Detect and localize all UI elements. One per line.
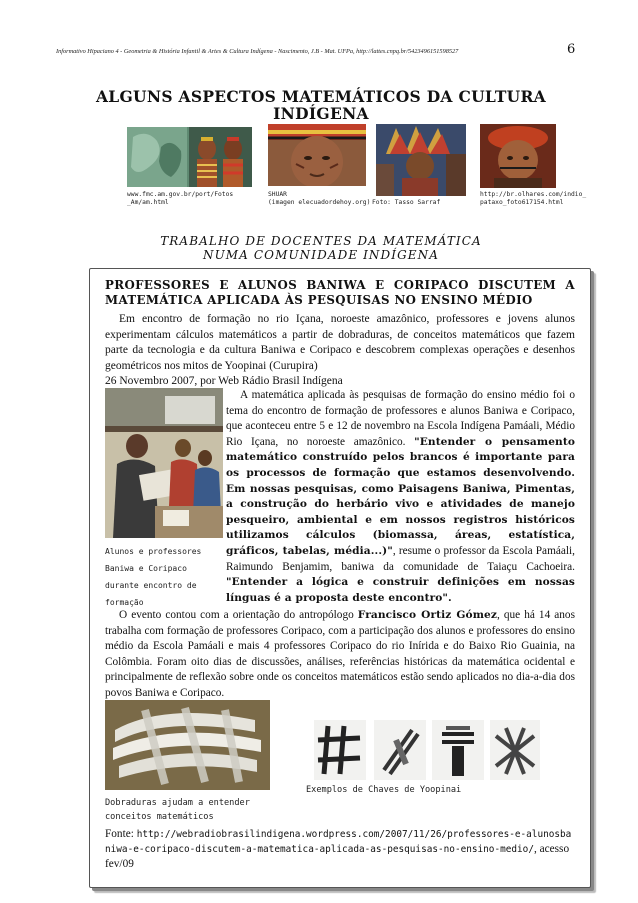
photo-painted-figures <box>127 127 252 187</box>
article-source: Fonte: http://webradiobrasilindigena.wordpress.com/2007/11/26/professores-e-alunosbaniwa-e-coripaco-discutem-a-matematica-aplicada-as-pesquisas-no-ensino-medio/, acesso fev/09 <box>105 828 572 870</box>
article-dateline: 26 Novembro 2007, por Web Rádio Brasil Indígena <box>105 375 343 387</box>
photo-caption-3: Foto: Tasso Sarraf <box>372 199 441 206</box>
source-link[interactable]: http://webradiobrasilindigena.wordpress.com/2007/11/26/professores-e-alunosbaniwa-e-coripaco-discutem-a-matematica-aplicada-as-pesquisas-no-ensino-medio/ <box>105 829 572 855</box>
key-cross-icon <box>374 720 426 780</box>
photo-folding <box>105 700 270 790</box>
page-number: 6 <box>567 42 576 57</box>
key-t-icon <box>432 720 484 780</box>
photo-headdress <box>376 124 466 196</box>
yoopinai-keys-figure <box>310 716 542 784</box>
photo-caption-4: http://br.olhares.com/indio_ pataxo_foto617154.html <box>480 191 587 206</box>
photo-pataxo <box>480 124 556 188</box>
article-body-1: A matemática aplicada às pesquisas de formação do ensino médio foi o tema do encontro de formação de professores e alunos Baniwa e Coripaco, que aconteceu entre 5 e 12 de novembro na Escola Indígena Pamáali, Médio Rio Içana, no noroeste amazônico. "Entender o pensamento matemático construído pelos brancos é importante para os processos de formação que estamos desenvolvendo. Em nossas pesquisas, como Paisagens Baniwa, Pimentas, a construção do herbário vivo e atividades de manejo pesqueiro, ambiental e em nossos registros históricos utilizamos cálculos (biomassa, áreas, estatística, gráficos, tabelas, média...)", resume o professor da Escola Pamáali, Raimundo Benjamim, baniwa da comunidade de Taiaçu Cachoeira. "Entender a lógica e construir definições em nossas línguas é a proposta deste encontro". <box>226 389 576 604</box>
article-lead: Em encontro de formação no rio Içana, noroeste amazônico, professores e jovens alunos experimentam cálculos matemáticos a partir de dobraduras, de conceitos matemáticos que fazem parte da tecnologia e da cultura Baniwa e Coripaco e descobrem complexas operações e desenhos geométricos nos mitos de Yoopinai (Curupira) <box>105 313 575 372</box>
article-title: PROFESSORES E ALUNOS BANIWA E CORIPACO DISCUTEM A MATEMÁTICA APLICADA ÀS PESQUISAS NO ENSINO MÉDIO <box>105 278 575 307</box>
photo-caption-1: www.fmc.am.gov.br/port/Fotos _Am/am.html <box>127 191 234 206</box>
yoopinai-keys-caption: Exemplos de Chaves de Yoopinai <box>306 785 462 795</box>
key-weave-icon <box>490 720 540 780</box>
section-subtitle: TRABALHO DE DOCENTES DA MATEMÁTICA NUMA COMUNIDADE INDÍGENA <box>160 234 482 262</box>
photo-classroom <box>105 388 223 538</box>
page-title: ALGUNS ASPECTOS MATEMÁTICOS DA CULTURA INDÍGENA <box>95 87 547 123</box>
article-body-2: O evento contou com a orientação do antropólogo Francisco Ortiz Gómez, que há 14 anos trabalha com formação de professores Coripaco, com a participação dos alunos e professores do ensino médio da Escola Pamáali e mais 4 professores Coripaco do rio Inírida e do Baixo Rio Guainia, na Colômbia. Foram oito dias de discussões, análises, referências históricas da matemática ocidental e principalmente de reflexão sobre onde os conceitos matemáticos estão sendo aplicados no dia-a-dia dos povos Baniwa e Coripaco. <box>105 609 575 699</box>
photo-shuar-elder <box>268 124 366 186</box>
photo-caption-folding: Dobraduras ajudam a entender conceitos matemáticos <box>105 798 250 822</box>
running-head: Informativo Hipaciano 4 - Geometria & História Infantil & Artes & Cultura Indígena - Nascimento, J.B - Mat. UFPa, http://lattes.cnpq.br/5423496151598527 <box>56 48 459 55</box>
photo-caption-classroom: Alunos e professores Baniwa e Coripaco durante encontro de formação <box>105 547 202 607</box>
photo-caption-2: SHUAR (imagen elecuadordehoy.org) <box>268 191 371 206</box>
key-hash-icon <box>314 720 366 780</box>
